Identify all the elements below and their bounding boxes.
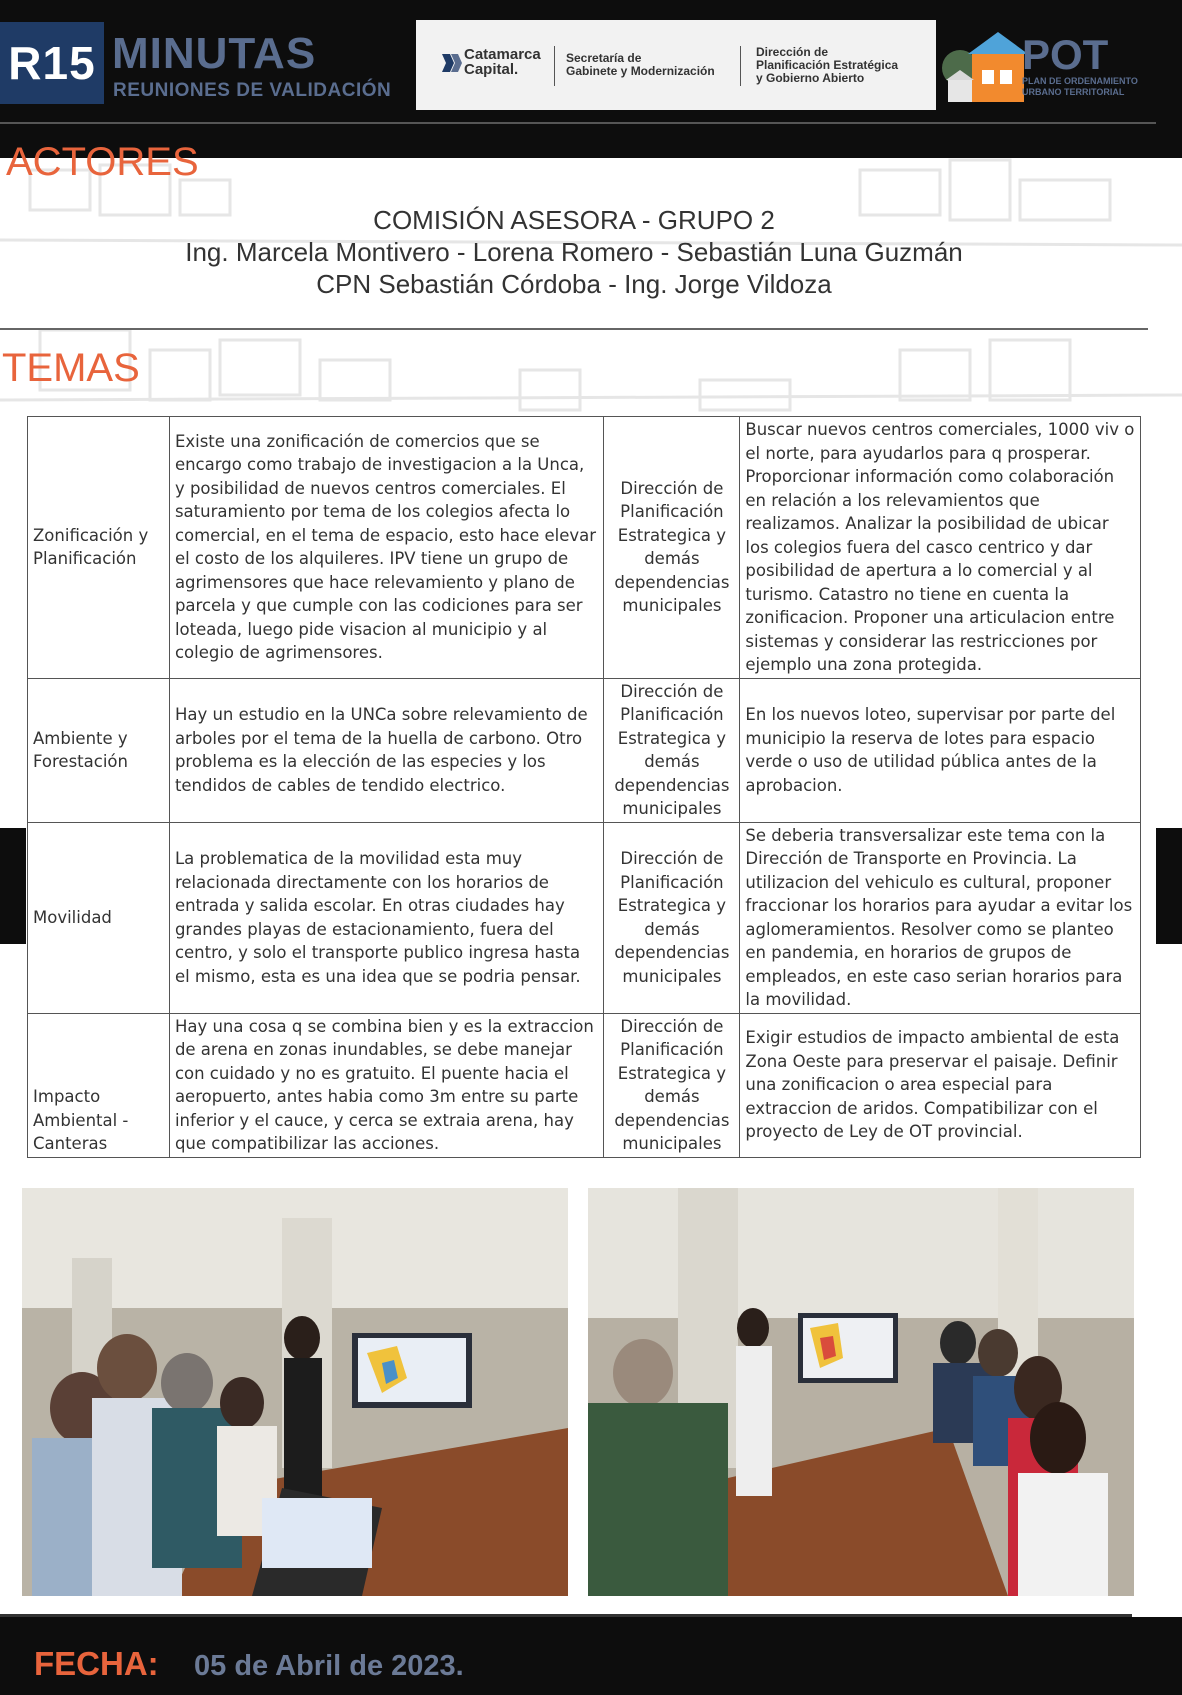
issue-cell: Hay un estudio en la UNCa sobre relevamiento de arboles por el tema de la huella de carbono. Otro problema es la elección de las especies y los tendidos de cables de tendido electrico. — [169, 678, 603, 822]
side-tab-left — [0, 828, 26, 944]
topic-cell: Zonificación y Planificación — [28, 417, 170, 679]
pot-logo-text: POT — [1022, 31, 1109, 78]
date-label: FECHA: — [34, 1645, 159, 1682]
logo-separator — [740, 46, 741, 86]
meeting-photo-illustration — [588, 1188, 1134, 1596]
action-cell: En los nuevos loteo, supervisar por parte del municipio la reserva de lotes para espacio verde o uso de utilidad pública antes de la aprobacion. — [740, 678, 1141, 822]
catamarca-logo-icon — [440, 50, 462, 76]
table-row — [28, 822, 1141, 1013]
topic-cell: Movilidad — [28, 822, 170, 1013]
section-divider — [0, 328, 1148, 330]
meeting-photo-right — [588, 1188, 1134, 1596]
responsible-cell: Dirección de Planificación Estrategica y demás dependencias municipales — [604, 822, 740, 1013]
doc-title: MINUTAS — [112, 29, 317, 78]
actors-names-line: Ing. Marcela Montivero - Lorena Romero - Sebastián Luna Guzmán — [185, 237, 963, 267]
actors-block — [0, 204, 1148, 300]
issue-cell: Existe una zonificación de comercios que se encargo como trabajo de investigacion a la Unca, y posibilidad de nuevos centros comerciales. El saturamiento por tema de los colegios afecta lo comercial, en el tema de espacio, esto hace elevar el costo de los alquileres. IPV tiene un grupo de agrimensores que hace relevamiento y plano de parcela y que cumple con las codiciones para ser loteada, luego pide visacion al municipio y al colegio de agrimensores. — [169, 417, 603, 679]
header-divider — [0, 122, 1156, 124]
table-row — [28, 678, 1141, 822]
footer-band — [0, 1617, 1182, 1695]
action-cell: Exigir estudios de impacto ambiental de esta Zona Oeste para preservar el paisaje. Definir una zonificacion o area especial para extraccion de aridos. Compatibilizar con el proyecto de Ley de OT provincial. — [740, 1013, 1141, 1157]
actores-heading: ACTORES — [6, 140, 199, 184]
table-row — [28, 417, 1141, 679]
direccion-text: Dirección de Planificación Estratégica y Gobierno Abierto — [756, 45, 899, 85]
meeting-photo-left — [22, 1188, 568, 1596]
topics-table — [27, 416, 1141, 1158]
doc-subtitle: REUNIONES DE VALIDACIÓN — [113, 80, 392, 101]
action-cell: Buscar nuevos centros comerciales, 1000 viv o el norte, para ayudarlos para q prosperar. Proporcionar información como colaboración en relación a los relevamientos que realizamos. Analizar la posibilidad de ubicar los colegios fuera del casco centrico y dar posibilidad de apertura a lo comercial y al turismo. Catastro no tiene en cuenta la zonificacion. Proponer una articulacion entre sistemas y considerar las restricciones por ejemplo una zona protegida. — [740, 417, 1141, 679]
report-code: R15 — [0, 22, 104, 104]
table-row — [28, 1013, 1141, 1157]
side-tab-right — [1156, 828, 1182, 944]
catamarca-logo-text: Catamarca Capital. — [464, 46, 541, 78]
pot-logo-subtext: PLAN DE ORDENAMIENTO URBANO TERRITORIAL — [1022, 76, 1138, 97]
topic-cell: Ambiente y Forestación — [28, 678, 170, 822]
responsible-cell: Dirección de Planificación Estrategica y demás dependencias municipales — [604, 678, 740, 822]
responsible-cell: Dirección de Planificación Estrategica y demás dependencias municipales — [604, 1013, 740, 1157]
meeting-photo-illustration — [22, 1188, 568, 1596]
issue-cell: La problematica de la movilidad esta muy relacionada directamente con los horarios de entrada y salida escolar. En otras ciudades hay grandes playas de estacionamiento, fuera del centro, y solo el transporte publico ingresa hasta el mismo, esta es una idea que se podria pensar. — [169, 822, 603, 1013]
actors-names-line: CPN Sebastián Córdoba - Ing. Jorge Vildoza — [316, 269, 832, 299]
topic-cell: Impacto Ambiental - Canteras — [28, 1013, 170, 1157]
actors-group-line: COMISIÓN ASESORA - GRUPO 2 — [373, 205, 775, 235]
header-band — [0, 0, 1182, 158]
action-cell: Se deberia transversalizar este tema con la Dirección de Transporte en Provincia. La utilizacion del vehiculo es cultural, proponer fraccionar los horarios para ayudar a evitar los aglomeramientos. Resolver como se planteo en pandemia, en horarios de grupos de empleados, en este caso serian horarios para la movilidad. — [740, 822, 1141, 1013]
responsible-cell: Dirección de Planificación Estrategica y demás dependencias municipales — [604, 417, 740, 679]
secretaria-text: Secretaría de Gabinete y Modernización — [566, 51, 715, 78]
institution-logos — [416, 20, 936, 110]
date-value: 05 de Abril de 2023. — [194, 1650, 464, 1682]
issue-cell: Hay una cosa q se combina bien y es la extraccion de arena en zonas inundables, se debe manejar con cuidado y no es gratuito. El puente hacia el aeropuerto, antes habia como 3m entre su parte inferior y el cauce, y cerca se extraia arena, hay que compatibilizar las acciones. — [169, 1013, 603, 1157]
temas-heading: TEMAS — [2, 346, 140, 390]
logo-separator — [554, 46, 555, 86]
